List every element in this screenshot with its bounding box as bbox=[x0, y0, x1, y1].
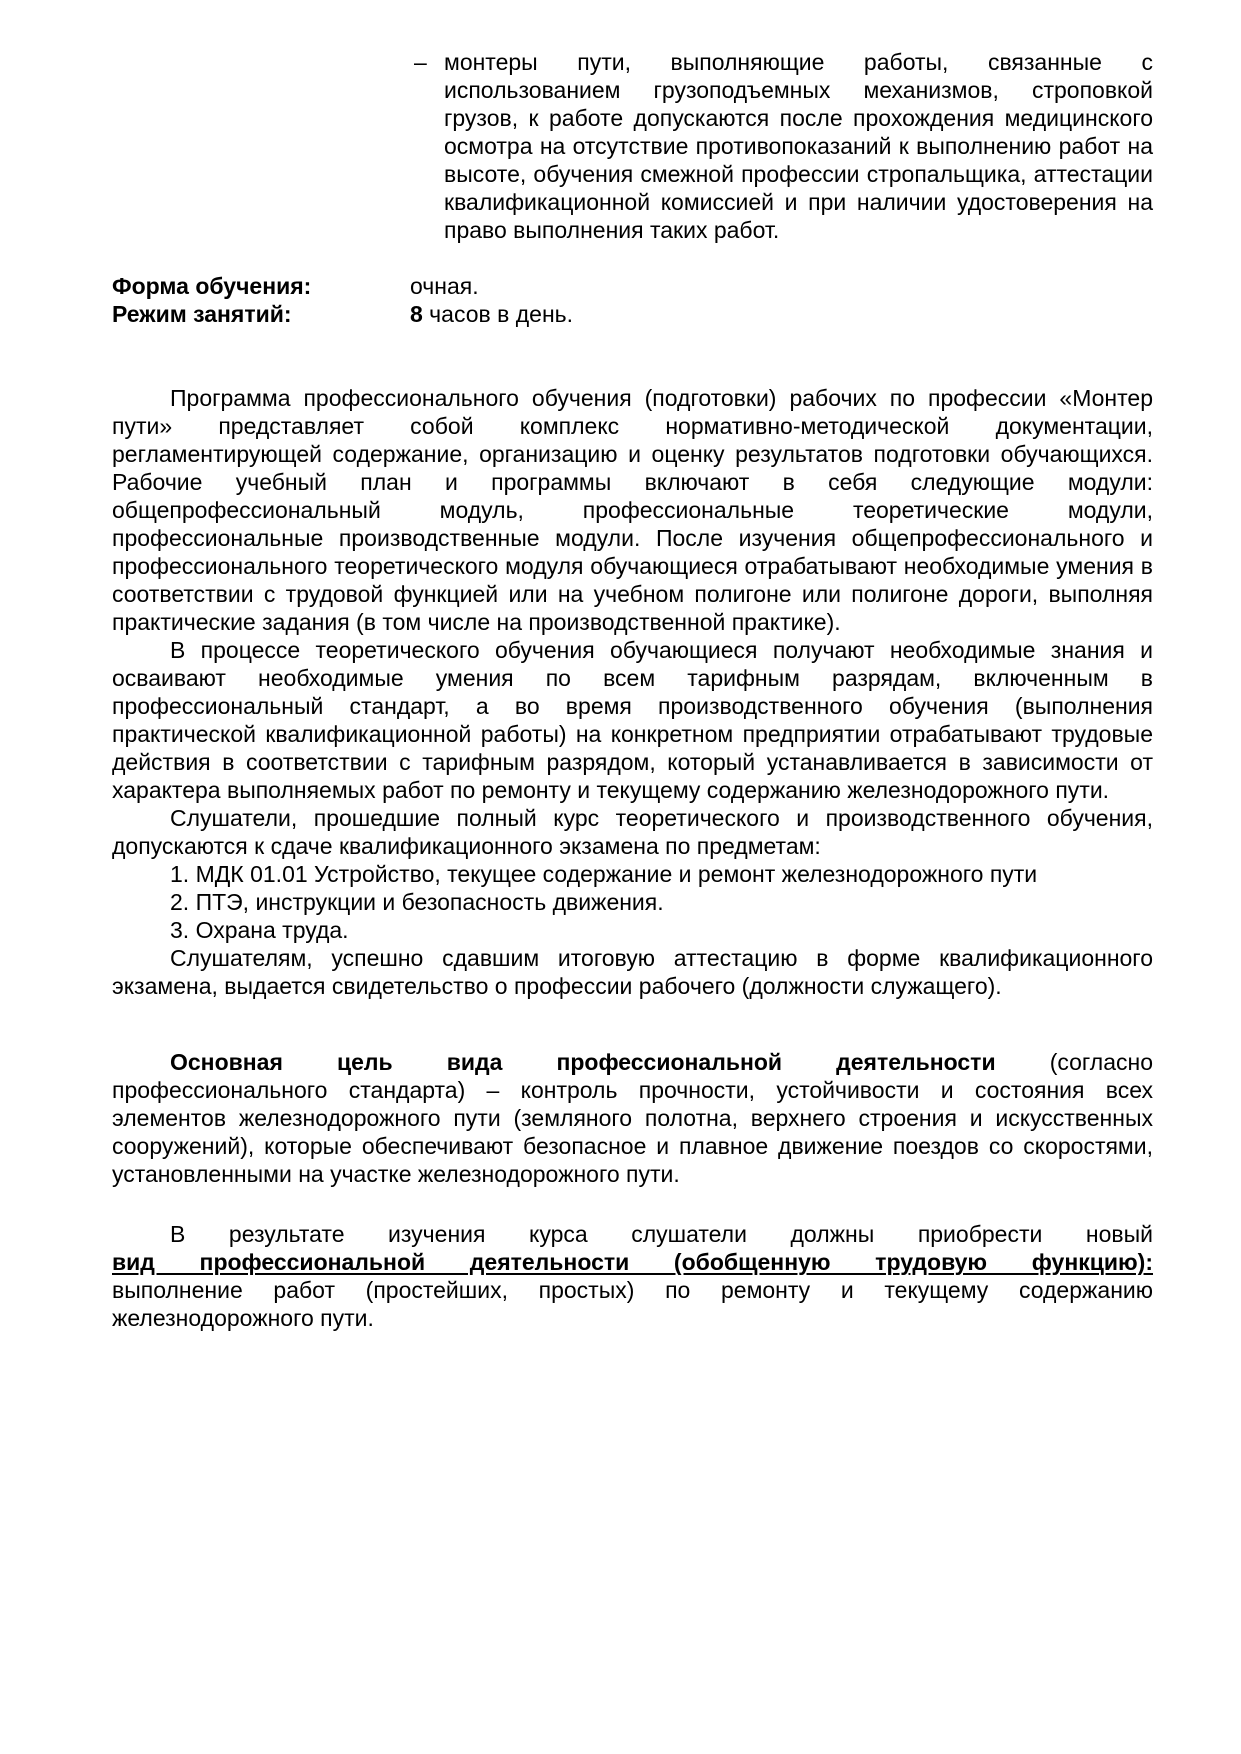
goal-body-text: профессионального стандарта) – контроль прочности, устойчивости и состояния всех элементов железнодорожного пути (земляного полотна, верхнего строения и искусственных сооружений), которые обеспечивают безопасное и плавное движение поездов со скоростями, установленными на участке железнодорожного пути. bbox=[112, 1077, 1153, 1187]
field-row-forma bbox=[112, 272, 1153, 300]
result-key-phrase-underlined: вид профессиональной деятельности (обобщенную трудовую функцию): bbox=[112, 1249, 1153, 1275]
paragraph-result-izucheniya bbox=[112, 1220, 1153, 1332]
result-first-line: В результате изучения курса слушатели должны приобрести новый bbox=[170, 1221, 1153, 1247]
goal-first-line bbox=[112, 1048, 1153, 1076]
field-row-rezhim bbox=[112, 300, 1153, 328]
exam-subjects-list bbox=[170, 860, 1153, 944]
paragraph-process-obucheniya: В процессе теоретического обучения обучающиеся получают необходимые знания и осваивают необходимые умения по всем тарифным разрядам, включенным в профессиональный стандарт, а во время производственного обучения (выполнения практической квалификационной работы) на конкретном предприятии отрабатывают трудовые действия в соответствии с тарифным разрядом, который устанавливается в зависимости от характера выполняемых работ по ремонту и текущему содержанию железнодорожного пути. bbox=[112, 637, 1153, 803]
field-value-rezhim-zanyatiy bbox=[410, 301, 573, 327]
bullet-item-text: монтеры пути, выполняющие работы, связанные с использованием грузоподъемных механизмов, строповкой грузов, к работе допускаются после прохождения медицинского осмотра на отсутствие противопоказаний к выполнению работ на высоте, обучения смежной профессии стропальщика, аттестации квалификационной комиссией и при наличии удостоверения на право выполнения таких работ. bbox=[444, 49, 1153, 243]
info-fields bbox=[112, 272, 1153, 328]
list-item-ohrana-truda: 3. Охрана труда. bbox=[170, 917, 349, 943]
list-item-mdk: 1. МДК 01.01 Устройство, текущее содержание и ремонт железнодорожного пути bbox=[170, 861, 1038, 887]
field-label-rezhim-zanyatiy: Режим занятий: bbox=[112, 301, 292, 327]
result-body-text: выполнение работ (простейших, простых) по ремонту и текущему содержанию железнодорожного пути. bbox=[112, 1277, 1153, 1331]
rezhim-hours-number: 8 bbox=[410, 301, 423, 327]
list-item-pte: 2. ПТЭ, инструкции и безопасность движения. bbox=[170, 889, 664, 915]
rezhim-hours-text: часов в день. bbox=[422, 301, 574, 327]
goal-bold-lead: Основная цель вида профессиональной деятельности bbox=[170, 1049, 996, 1075]
bullet-dash-marker: – bbox=[414, 49, 427, 75]
bullet-item bbox=[414, 48, 1153, 244]
field-label-forma-obucheniya: Форма обучения: bbox=[112, 273, 312, 299]
paragraph-programma: Программа профессионального обучения (подготовки) рабочих по профессии «Монтер пути» представляет собой комплекс нормативно-методической документации, регламентирующей содержание, организацию и оценку результатов подготовки обучающихся. Рабочие учебный план и программы включают в себя следующие модули: общепрофессиональный модуль, профессиональные теоретические модули, профессиональные производственные модули. После изучения общепрофессионального и профессионального теоретического модуля обучающиеся отрабатывают необходимые умения в соответствии с трудовой функцией или на учебном полигоне или полигоне дороги, выполняя практические задания (в том числе на производственной практике). bbox=[112, 385, 1153, 635]
paragraph-slushatelyam-svidetelstvo: Слушателям, успешно сдавшим итоговую аттестацию в форме квалификационного экзамена, выдается свидетельство о профессии рабочего (должности служащего). bbox=[112, 945, 1153, 999]
field-value-forma-obucheniya: очная. bbox=[410, 273, 479, 299]
paragraph-slushateli-dopusk: Слушатели, прошедшие полный курс теоретического и производственного обучения, допускаются к сдаче квалификационного экзамена по предметам: bbox=[112, 805, 1153, 859]
goal-line1-rest: (согласно bbox=[1049, 1049, 1153, 1075]
paragraph-osnovnaya-tsel bbox=[112, 1048, 1153, 1188]
